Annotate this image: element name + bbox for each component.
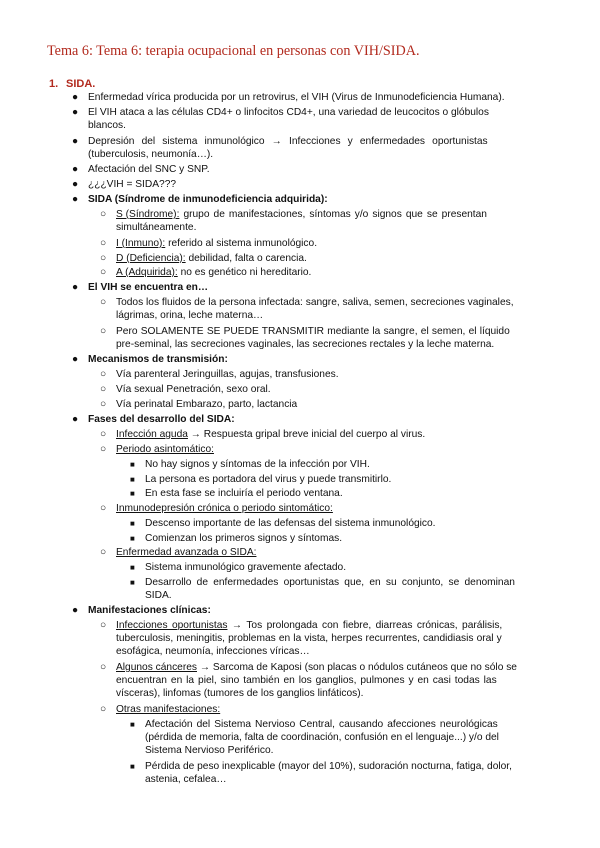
bullet-circle: ○ (100, 444, 107, 455)
list-item-text: Depresión del sistema inmunológico → Infecciones y enfermedades oportunistas (88, 136, 488, 147)
bullet-circle: ○ (100, 429, 107, 440)
bullet-dot: ● (72, 414, 79, 425)
bullet-circle: ○ (100, 620, 107, 631)
list-item-cont: SIDA. (145, 590, 172, 601)
list-item-heading: Mecanismos de transmisión: (88, 354, 228, 365)
list-item: Todos los fluidos de la persona infectada: sangre, saliva, semen, secreciones vaginales, (116, 297, 514, 308)
list-item: Afectación del SNC y SNP. (88, 164, 210, 175)
term-s-text: grupo de manifestaciones, síntomas y/o signos que se presentan (179, 209, 487, 220)
list-item (116, 266, 311, 279)
bullet-square: ■ (130, 519, 135, 528)
list-item-cont: blancos. (88, 120, 126, 131)
phase-1-label: Infección aguda (116, 429, 188, 440)
manifestation-3-label: Otras manifestaciones: (116, 704, 221, 715)
term-a-text: no es genético ni hereditario. (177, 267, 312, 278)
list-item-cont: esofágica, neumonía, infecciones víricas… (116, 646, 310, 657)
bullet-square: ■ (130, 534, 135, 543)
list-item-heading: El VIH se encuentra en… (88, 282, 209, 293)
bullet-square: ■ (130, 475, 135, 484)
bullet-square: ■ (130, 578, 135, 587)
bullet-dot: ● (72, 194, 79, 205)
list-item-cont: Sistema Nervioso Periférico. (145, 745, 274, 756)
bullet-dot: ● (72, 354, 79, 365)
page-title: Tema 6: Tema 6: terapia ocupacional en personas con VIH/SIDA. (47, 43, 420, 59)
bullet-dot: ● (72, 605, 79, 616)
bullet-circle: ○ (100, 369, 107, 380)
bullet-circle: ○ (100, 238, 107, 249)
list-item: Desarrollo de enfermedades oportunistas que, en su conjunto, se denominan (145, 577, 515, 588)
list-item-heading: Fases del desarrollo del SIDA: (88, 414, 235, 425)
list-item-cont: encuentran en la piel, sino también en los ganglios, pulmones y en casi todas las (116, 675, 497, 686)
list-item-heading: SIDA (Síndrome de inmunodeficiencia adquirida): (88, 194, 328, 205)
bullet-square: ■ (130, 460, 135, 469)
list-item-heading: Manifestaciones clínicas: (88, 605, 211, 616)
bullet-circle: ○ (100, 399, 107, 410)
list-item-cont: vísceras), linfomas (tumores de los ganglios linfáticos). (116, 688, 364, 699)
list-item-cont: lágrimas, orina, leche materna… (116, 310, 264, 321)
list-item: Vía parenteral Jeringuillas, agujas, transfusiones. (116, 369, 339, 380)
manifestation-1-label: Infecciones oportunistas (116, 620, 228, 631)
bullet-circle: ○ (100, 326, 107, 337)
phase-1-text: → Respuesta gripal breve inicial del cuerpo al virus. (187, 429, 426, 440)
list-item: El VIH ataca a las células CD4+ o linfocitos CD4+, una variedad de leucocitos o glóbulos (88, 107, 489, 118)
bullet-circle: ○ (100, 662, 107, 673)
bullet-dot: ● (72, 164, 79, 175)
phase-4-label: Enfermedad avanzada o SIDA: (116, 547, 257, 558)
term-d: D (Deficiencia): (116, 253, 186, 264)
bullet-circle: ○ (100, 384, 107, 395)
bullet-square: ■ (130, 563, 135, 572)
list-item-cont: pre-seminal, las secreciones vaginales, las secreciones rectales y la leche materna. (116, 339, 495, 350)
term-a: A (Adquirida): (116, 267, 178, 278)
list-item (116, 428, 425, 441)
list-item: Pero SOLAMENTE SE PUEDE TRANSMITIR mediante la sangre, el semen, el líquido (116, 326, 510, 337)
list-item-cont: tuberculosis, meningitis, problemas en la vista, herpes recurrentes, candidiasis oral y (116, 633, 502, 644)
bullet-circle: ○ (100, 267, 107, 278)
bullet-dot: ● (72, 136, 79, 147)
list-item: Vía sexual Penetración, sexo oral. (116, 384, 271, 395)
term-i-text: referido al sistema inmunológico. (165, 238, 318, 249)
bullet-square: ■ (130, 720, 135, 729)
list-item: No hay signos y síntomas de la infección por VIH. (145, 459, 370, 470)
list-item (116, 252, 307, 265)
bullet-circle: ○ (100, 297, 107, 308)
bullet-dot: ● (72, 107, 79, 118)
section-title: SIDA. (66, 78, 96, 90)
list-item (116, 237, 317, 250)
bullet-dot: ● (72, 92, 79, 103)
manifestation-1-text: → Tos prolongada con fiebre, diarreas crónicas, parálisis, (227, 620, 503, 631)
list-item: Enfermedad vírica producida por un retrovirus, el VIH (Virus de Inmunodeficiencia Humana). (88, 92, 505, 103)
list-item (116, 208, 540, 221)
bullet-square: ■ (130, 762, 135, 771)
list-item: La persona es portadora del virus y puede transmitirlo. (145, 474, 392, 485)
section-number: 1. (49, 78, 59, 90)
bullet-dot: ● (72, 282, 79, 293)
list-item: Sistema inmunológico gravemente afectado. (145, 562, 347, 573)
bullet-circle: ○ (100, 547, 107, 558)
term-d-text: debilidad, falta o carencia. (185, 253, 307, 264)
phase-2-label: Periodo asintomático: (116, 444, 214, 455)
list-item: Afectación del Sistema Nervioso Central, causando afecciones neurológicas (145, 719, 498, 730)
list-item-cont: (tuberculosis, neumonía…). (88, 149, 214, 160)
list-item (88, 135, 540, 148)
list-item: Pérdida de peso inexplicable (mayor del 10%), sudoración nocturna, fatiga, dolor, (145, 761, 512, 772)
bullet-circle: ○ (100, 503, 107, 514)
list-item-cont: (pérdida de memoria, falta de coordinación, confusión en el lenguaje...) y/o del (145, 732, 499, 743)
bullet-circle: ○ (100, 253, 107, 264)
list-item: Comienzan los primeros signos y síntomas. (145, 533, 343, 544)
list-item (116, 619, 502, 632)
bullet-dot: ● (72, 179, 79, 190)
phase-3-label: Inmunodepresión crónica o periodo sintomático: (116, 503, 333, 514)
list-item: Vía perinatal Embarazo, parto, lactancia (116, 399, 298, 410)
list-item-cont: simultáneamente. (116, 222, 197, 233)
list-item: En esta fase se incluiría el periodo ventana. (145, 488, 343, 499)
term-i: I (Inmuno): (116, 238, 166, 249)
list-item: Descenso importante de las defensas del sistema inmunológico. (145, 518, 436, 529)
manifestation-2-text: → Sarcoma de Kaposi (son placas o nódulos cutáneos que no sólo se (196, 662, 517, 673)
list-item (116, 661, 517, 674)
bullet-circle: ○ (100, 209, 107, 220)
manifestation-2-label: Algunos cánceres (116, 662, 197, 673)
list-item-cont: astenia, cefalea… (145, 774, 227, 785)
term-s: S (Síndrome): (116, 209, 180, 220)
bullet-circle: ○ (100, 704, 107, 715)
list-item: ¿¿¿VIH = SIDA??? (88, 179, 177, 190)
bullet-square: ■ (130, 489, 135, 498)
